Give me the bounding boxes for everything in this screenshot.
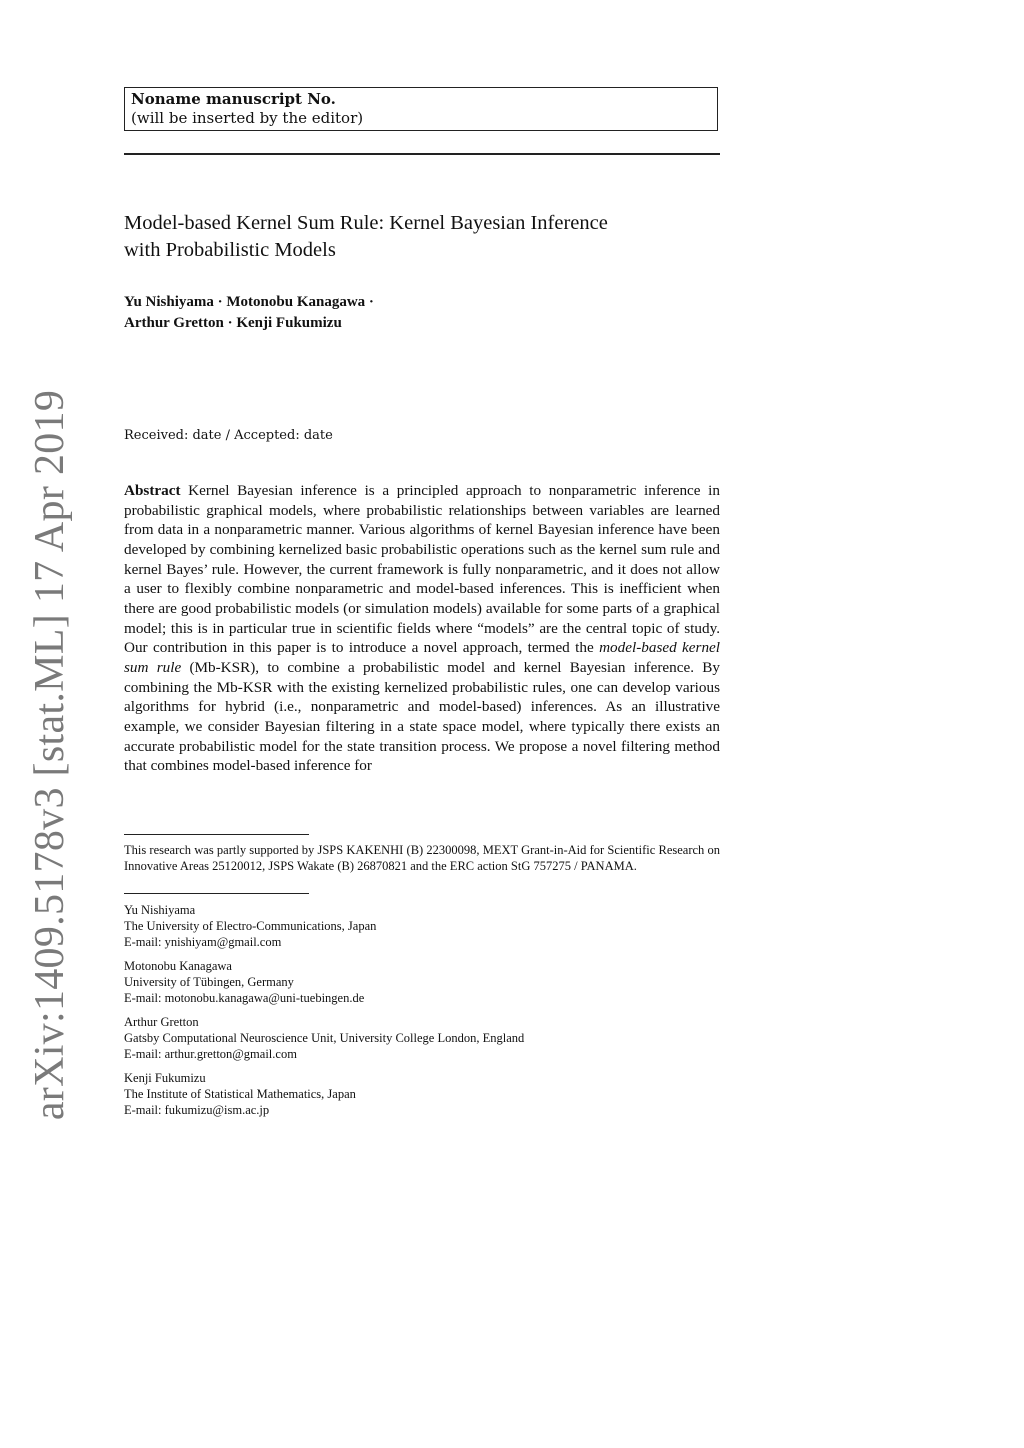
footnote-rule-bottom [124,893,309,894]
affiliation-email: E-mail: arthur.gretton@gmail.com [124,1047,297,1061]
paper-title [124,210,720,264]
affiliation-institution: Gatsby Computational Neuroscience Unit, University College London, England [124,1031,525,1045]
affiliation-institution: The University of Electro-Communications, Japan [124,919,377,933]
affiliation-nishiyama [124,902,720,950]
editor-note: (will be inserted by the editor) [131,109,364,127]
header-rule [124,153,720,155]
author-list [124,292,720,334]
affiliation-institution: The Institute of Statistical Mathematics, Japan [124,1087,356,1101]
authors-line-1: Yu Nishiyama · Motonobu Kanagawa · [124,294,374,310]
funding-footnote: This research was partly supported by JSPS KAKENHI (B) 22300098, MEXT Grant-in-Aid for Scientific Research on Innovative Areas 25120012, JSPS Wakate (B) 26870821 and the ERC action StG 757275 / PANAMA. [124,843,720,873]
affiliation-email: E-mail: ynishiyam@gmail.com [124,935,282,949]
abstract-text-part-2: (Mb-KSR), to combine a probabilistic model and kernel Bayesian inference. By combining the Mb-KSR with the existing kernelized probabilistic rules, one can develop various algorithms for hybrid (i.e., nonparametric and model-based) inferences. As an illustrative example, we consider Bayesian filtering in a state space model, where typically there exists an accurate probabilistic model for the state transition process. We propose a novel filtering method that combines model-based inference for [124,658,720,775]
abstract-emphasis: model-based kernel sum rule [124,639,720,676]
affiliation-email: E-mail: motonobu.kanagawa@uni-tuebingen.de [124,991,365,1005]
affiliation-name: Kenji Fukumizu [124,1071,206,1085]
title-line-1: Model-based Kernel Sum Rule: Kernel Bayesian Inference [124,212,608,234]
manuscript-number-label: Noname manuscript No. [131,90,336,108]
affiliation-name: Arthur Gretton [124,1015,199,1029]
abstract-text-part-1: Kernel Bayesian inference is a principled approach to nonparametric inference in probabilistic graphical models, where probabilistic relationships between variables are learned from data in a nonparametric manner. Various algorithms of kernel Bayesian inference have been developed by combining kernelized basic probabilistic operations such as the kernel sum rule and kernel Bayes’ rule. However, the current framework is fully nonparametric, and it does not allow a user to flexibly combine nonparametric and model-based inferences. This is inefficient when there are good probabilistic models (or simulation models) available for some parts of a graphical model; this is in particular true in scientific fields where “models” are the central topic of study. Our contribution in this paper is to introduce a novel approach, termed the [124,482,720,657]
affiliation-name: Motonobu Kanagawa [124,959,232,973]
footnote-rule-top [124,834,309,835]
affiliation-email: E-mail: fukumizu@ism.ac.jp [124,1103,270,1117]
abstract-label: Abstract [124,482,181,499]
received-date: Received: date / Accepted: date [124,428,333,443]
title-line-2: with Probabilistic Models [124,239,336,261]
authors-line-2: Arthur Gretton · Kenji Fukumizu [124,315,342,331]
affiliation-kanagawa [124,958,720,1006]
affiliation-institution: University of Tübingen, Germany [124,975,294,989]
affiliation-fukumizu [124,1070,720,1118]
affiliation-gretton [124,1014,720,1062]
manuscript-header-box [124,87,718,131]
arxiv-side-stamp: arXiv:1409.5178v3 [stat.ML] 17 Apr 2019 [27,389,73,1121]
abstract [124,481,720,776]
affiliation-name: Yu Nishiyama [124,903,196,917]
